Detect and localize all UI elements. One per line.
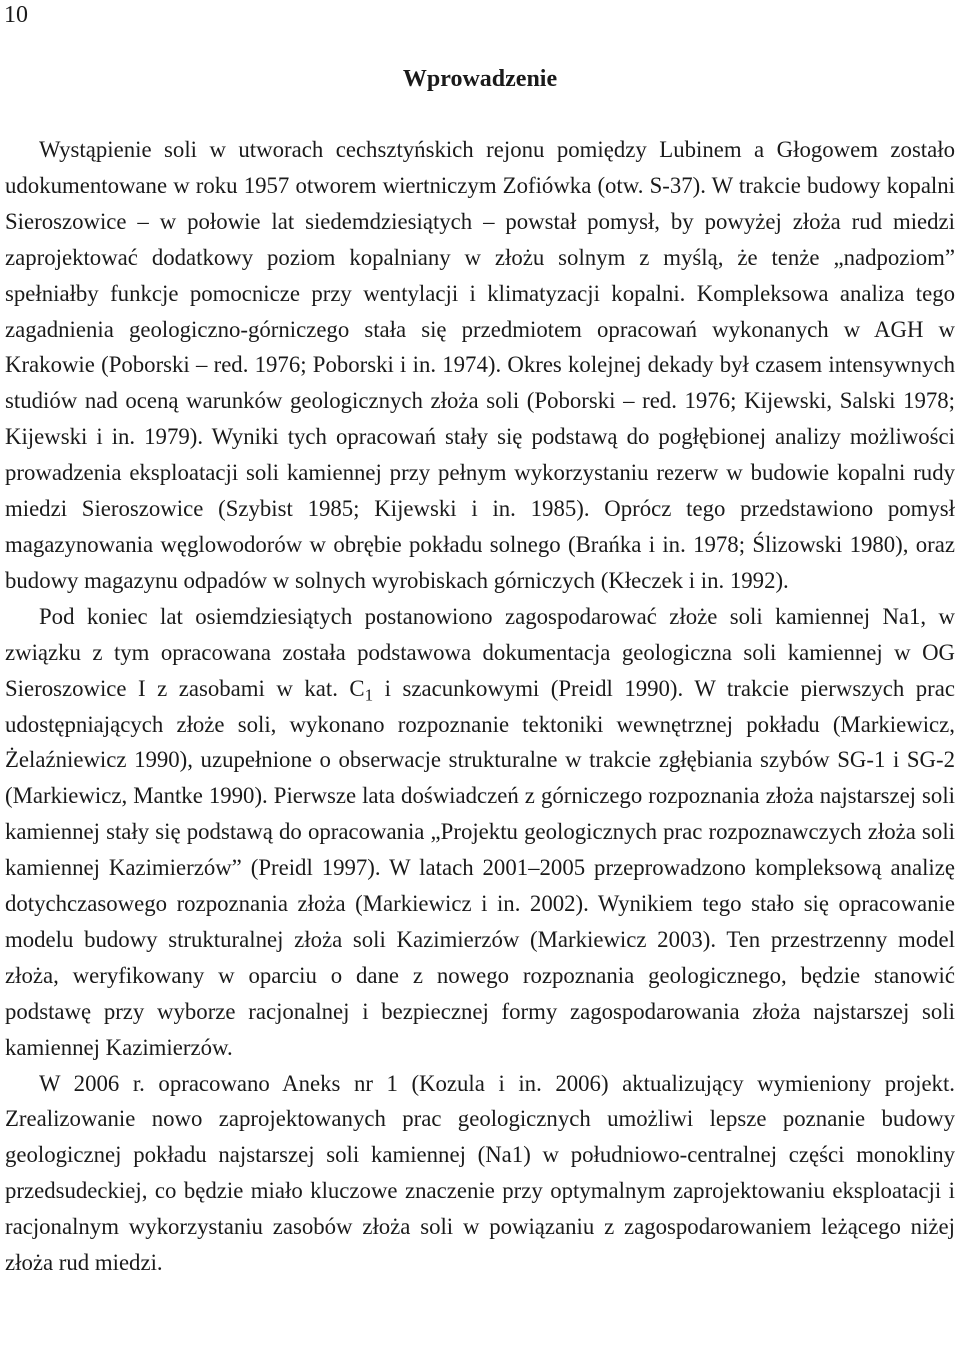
body-text — [5, 132, 955, 1281]
paragraph-1-text: Wystąpienie soli w utworach cechsztyńskich rejonu pomiędzy Lubinem a Głogowem zostało udokumentowane w roku 1957 otworem wiertniczym Zofiówka (otw. S-37). W trakcie budowy kopalni Sieroszowice – w połowie lat siedemdziesiątych – powstał pomysł, by powyżej złoża rud miedzi zaprojektować dodatkowy poziom kopalniany w złożu solnym z myślą, że tenże „nadpoziom” spełniałby funkcje pomocnicze przy wentylacji i klimatyzacji kopalni. Kompleksowa analiza tego zagadnienia geologiczno-górniczego stała się przedmiotem opracowań wykonanych w AGH w Krakowie (Poborski – red. 1976; Poborski i in. 1974). Okres kolejnej dekady był czasem intensywnych studiów nad oceną warunków geologicznych złoża soli (Poborski – red. 1976; Kijewski, Salski 1978; Kijewski i in. 1979). Wyniki tych opracowań stały się podstawą do pogłębionej analizy możliwości prowadzenia eksploatacji soli kamiennej przy pełnym wykorzystaniu rezerw w budowie kopalni rudy miedzi Sieroszowice (Szybist 1985; Kijewski i in. 1985). Oprócz tego przedstawiono pomysł magazynowania węglowodorów w obrębie pokładu solnego (Brańka i in. 1978; Ślizowski 1980), oraz budowy magazynu odpadów w solnych wyrobiskach górniczych (Kłeczek i in. 1992). — [5, 137, 955, 593]
paragraph-1 — [5, 132, 955, 599]
paragraph-2-text-before-subscript: Pod koniec lat osiemdziesiątych postanowiono zagospodarować złoże soli kamiennej Na1, w związku z tym opracowana została podstawowa dokumentacja geologiczna soli kamiennej w OG Sieroszowice I z zasobami w kat. C — [5, 603, 955, 701]
subscript-category: 1 — [364, 684, 374, 704]
paragraph-2-text-after-subscript: i szacunkowymi (Preidl 1990). W trakcie pierwszych prac udostępniających złoże soli, wykonano rozpoznanie tektoniki wewnętrznej pokładu (Markiewicz, Żelaźniewicz 1990), uzupełnione o obserwacje strukturalne w trakcie zgłębiania szybów SG-1 i SG-2 (Markiewicz, Mantke 1990). Pierwsze lata doświadczeń z górniczego rozpoznania złoża najstarszej soli kamiennej stały się podstawą do opracowania „Projektu geologicznych prac rozpoznawczych złoża soli kamiennej Kazimierzów” (Preidl 1997). W latach 2001–2005 przeprowadzono kompleksową analizę dotychczasowego rozpoznania złoża (Markiewicz i in. 2002). Wynikiem tego stało się opracowanie modelu budowy strukturalnej złoża soli Kazimierzów (Markiewicz 2003). Ten przestrzenny model złoża, weryfikowany w oparciu o dane z nowego rozpoznania geologicznego, będzie stanowić podstawę przy wyborze racjonalnej i bezpiecznej formy zagospodarowania złoża najstarszej soli kamiennej Kazimierzów. — [5, 675, 955, 1060]
paragraph-3 — [5, 1066, 955, 1281]
page-number: 10 — [4, 2, 28, 28]
section-heading: Wprowadzenie — [402, 66, 558, 92]
paragraph-3-text: W 2006 r. opracowano Aneks nr 1 (Kozula i in. 2006) aktualizujący wymieniony projekt. Zrealizowanie nowo zaprojektowanych prac geologicznych umożliwi lepsze poznanie budowy geologicznej pokładu najstarszej soli kamiennej (Na1) w południowo-centralnej części monokliny przedsudeckiej, co będzie miało kluczowe znaczenie przy optymalnym zaprojektowaniu eksploatacji i racjonalnym wykorzystaniu zasobów złoża soli w powiązaniu z zagospodarowaniem leżącego niżej złoża rud miedzi. — [5, 1070, 955, 1276]
paragraph-2 — [5, 599, 955, 1066]
